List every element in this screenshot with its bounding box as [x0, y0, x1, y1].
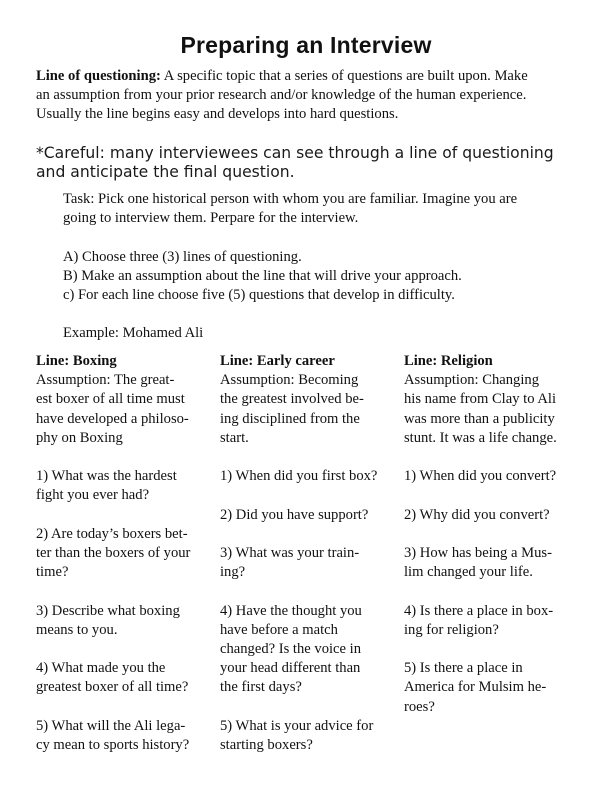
column-religion — [404, 352, 584, 755]
careful-line: and anticipate the final question. — [36, 163, 295, 182]
question-line: 2) Why did you convert? — [404, 506, 550, 523]
assumption-line: start. — [220, 429, 249, 446]
assumption-line: Assumption: Becoming — [220, 372, 359, 389]
example-label: Example: Mohamed Ali — [63, 325, 204, 342]
question-line: time? — [36, 564, 69, 581]
question — [220, 717, 404, 755]
question-line: America for Mulsim he- — [404, 679, 547, 696]
question-line: lim changed your life. — [404, 564, 533, 581]
task-step: B) Make an assumption about the line that will drive your approach. — [63, 267, 462, 284]
question-line: 5) What is your advice for — [220, 717, 374, 734]
question-line: changed? Is the voice in — [220, 640, 362, 657]
assumption — [36, 371, 220, 448]
assumption — [220, 371, 404, 448]
question-line: means to you. — [36, 621, 118, 638]
task-block — [63, 190, 583, 344]
assumption-line: have developed a philoso- — [36, 410, 189, 427]
question — [404, 467, 584, 486]
question-line: 3) What was your train- — [220, 544, 360, 561]
task-step: c) For each line choose five (5) questions that develop in difficulty. — [63, 287, 455, 303]
careful-line: *Careful: many interviewees can see through a line of questioning — [36, 144, 554, 162]
question — [36, 659, 220, 697]
question — [220, 506, 404, 525]
question-line: 1) When did you first box? — [220, 468, 378, 485]
task-line: going to interview them. Perpare for the interview. — [63, 210, 359, 227]
definition-term: Line of questioning: — [36, 68, 161, 84]
question — [36, 602, 220, 640]
question-line: ing for religion? — [404, 621, 499, 638]
question-line: the first days? — [220, 679, 302, 696]
question-line: ter than the boxers of your — [36, 545, 191, 561]
question-line: 2) Are today’s boxers bet- — [36, 525, 188, 542]
question-line: cy mean to sports history? — [36, 736, 190, 753]
column-heading: Line: Religion — [404, 353, 493, 369]
column-heading: Line: Boxing — [36, 353, 117, 369]
question-line: 4) Have the thought you — [220, 602, 362, 619]
question-line: have before a match — [220, 621, 338, 638]
definition-paragraph — [36, 67, 584, 125]
question-line: 5) Is there a place in — [404, 660, 523, 677]
question — [36, 525, 220, 583]
question — [220, 544, 404, 582]
question-line: 4) Is there a place in box- — [404, 602, 554, 619]
question-line: 3) How has being a Mus- — [404, 544, 552, 561]
assumption-line: Assumption: The great- — [36, 372, 175, 389]
assumption-line: Assumption: Changing — [404, 372, 539, 389]
question-line: fight you ever had? — [36, 487, 150, 504]
assumption-line: was more than a publicity — [404, 410, 555, 427]
question — [220, 602, 404, 698]
column-heading: Line: Early career — [220, 353, 335, 369]
question-line: greatest boxer of all time? — [36, 679, 189, 696]
definition-line: Usually the line begins easy and develops into hard questions. — [36, 106, 399, 123]
definition-line: A specific topic that a series of questions are built upon. Make — [160, 68, 528, 84]
task-line: Task: Pick one historical person with whom you are familiar. Imagine you are — [63, 191, 518, 207]
column-early-career — [220, 352, 404, 755]
question-line: ing? — [220, 564, 246, 581]
question — [36, 717, 220, 755]
assumption-line: est boxer of all time must — [36, 391, 185, 408]
assumption-line: the greatest involved be- — [220, 391, 364, 408]
question — [220, 467, 404, 486]
question-line: your head different than — [220, 660, 361, 677]
question — [404, 506, 584, 525]
assumption-line: phy on Boxing — [36, 429, 123, 446]
careful-note — [36, 144, 596, 183]
assumption-line: stunt. It was a life change. — [404, 429, 557, 446]
assumption-line: his name from Clay to Ali — [404, 391, 557, 408]
lines-of-questioning — [36, 352, 592, 755]
question-line: starting boxers? — [220, 736, 313, 753]
assumption-line: ing disciplined from the — [220, 410, 360, 427]
question — [36, 467, 220, 505]
question-line: 1) What was the hardest — [36, 468, 177, 485]
question — [404, 544, 584, 582]
question — [404, 602, 584, 640]
assumption — [404, 371, 584, 448]
question-line: roes? — [404, 698, 435, 715]
question-line: 4) What made you the — [36, 660, 166, 677]
task-step: A) Choose three (3) lines of questioning. — [63, 248, 302, 265]
question-line: 5) What will the Ali lega- — [36, 717, 186, 734]
column-boxing — [36, 352, 220, 755]
question-line: 2) Did you have support? — [220, 506, 369, 523]
question-line: 1) When did you convert? — [404, 468, 557, 485]
question-line: 3) Describe what boxing — [36, 602, 180, 619]
definition-line: an assumption from your prior research and/or knowledge of the human experience. — [36, 87, 527, 104]
page-title: Preparing an Interview — [180, 32, 432, 58]
question — [404, 659, 584, 717]
